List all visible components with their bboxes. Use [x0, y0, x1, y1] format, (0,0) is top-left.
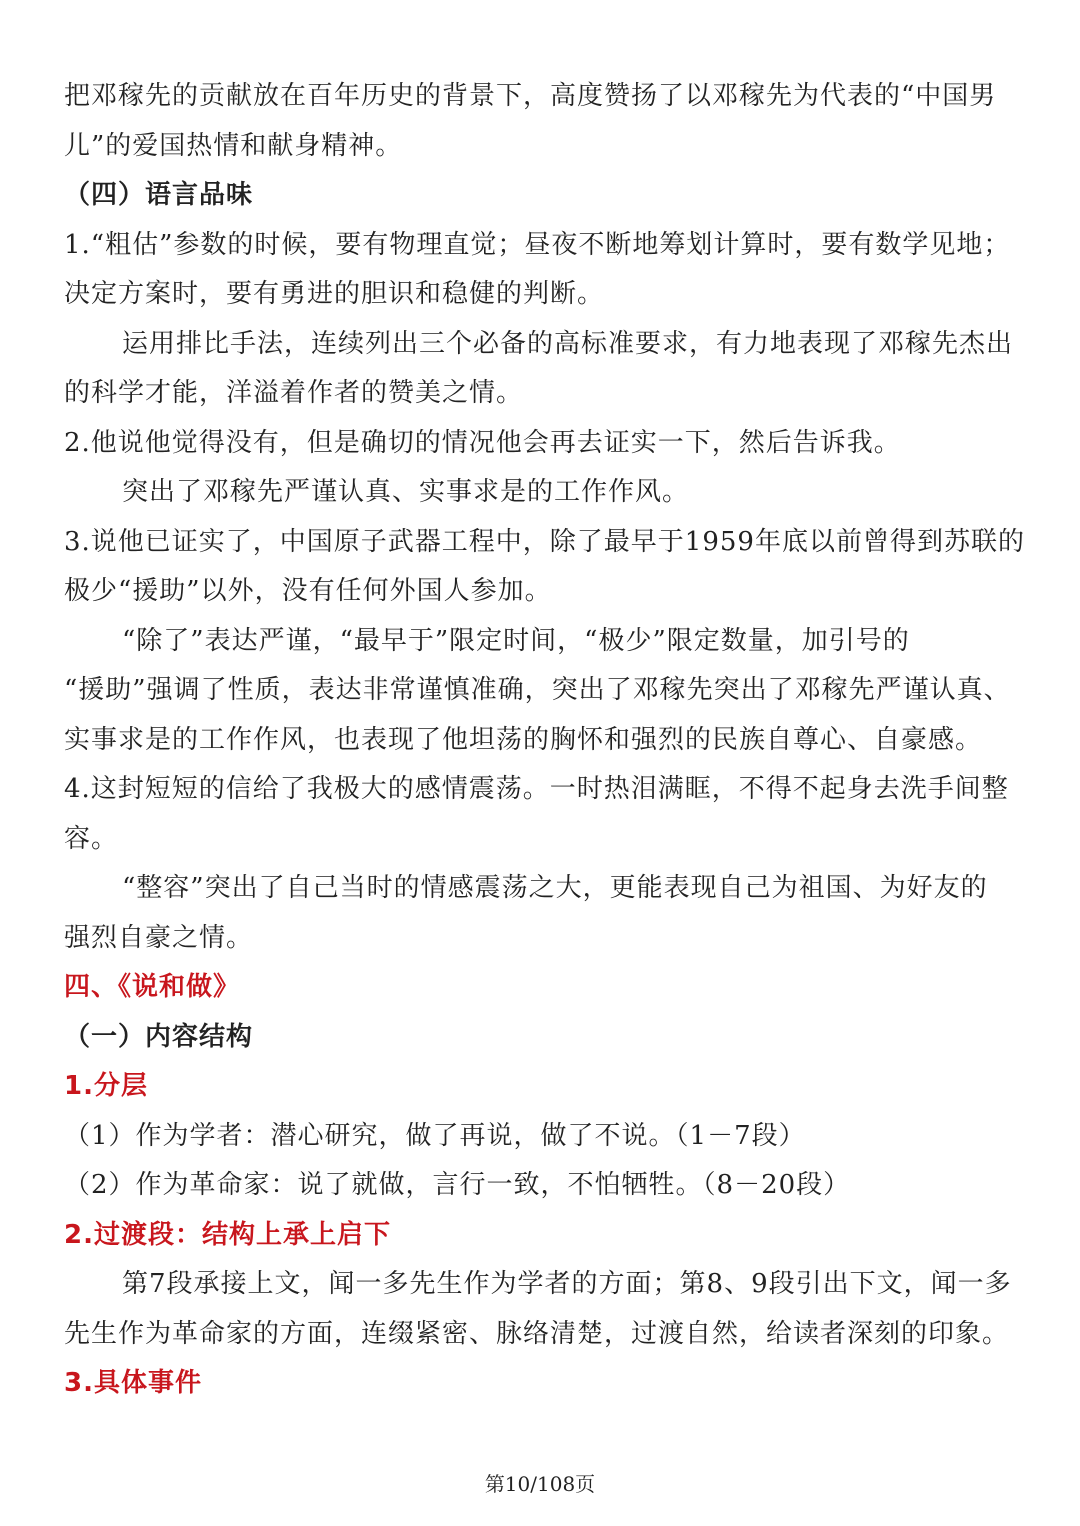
document-body: [64, 72, 1034, 1409]
paragraph-line: 突出了邓稼先严谨认真、实事求是的工作作风。: [122, 477, 690, 507]
paragraph-line: 运用排比手法，连续列出三个必备的高标准要求，有力地表现了邓稼先杰出: [122, 328, 1014, 359]
paragraph-line: 强烈自豪之情。: [64, 922, 254, 953]
paragraph-line: “整容”突出了自己当时的情感震荡之大，更能表现自己为祖国、为好友的: [122, 873, 988, 903]
paragraph-line: 3.说他已证实了，中国原子武器工程中，除了最早于1959年底以前曾得到苏联的: [64, 526, 1025, 557]
page-number: 第10/108页: [484, 1472, 596, 1496]
paragraph-line: 4.这封短短的信给了我极大的感情震荡。一时热泪满眶，不得不起身去洗手间整: [64, 774, 1009, 804]
subsection-heading: 2.过渡段：结构上承上启下: [64, 1219, 391, 1250]
paragraph-line: 决定方案时，要有勇进的胆识和稳健的判断。: [64, 279, 605, 309]
paragraph-line: “援助”强调了性质，表达非常谨慎准确，突出了邓稼先突出了邓稼先严谨认真、: [64, 675, 1011, 705]
paragraph-line: （1）作为学者：潜心研究，做了再说，做了不说。（1－7段）: [64, 1120, 806, 1151]
paragraph-line: 实事求是的工作作风，也表现了他坦荡的胸怀和强烈的民族自尊心、自豪感。: [64, 724, 983, 755]
paragraph-line: 容。: [64, 823, 119, 854]
section-heading: （一）内容结构: [64, 1021, 254, 1052]
paragraph-line: 第7段承接上文，闻一多先生作为学者的方面；第8、9段引出下文，闻一多: [122, 1269, 1012, 1299]
paragraph-line: 把邓稼先的贡献放在百年历史的背景下，高度赞扬了以邓稼先为代表的“中国男: [64, 81, 997, 111]
paragraph-line: “除了”表达严谨，“最早于”限定时间，“极少”限定数量，加引号的: [122, 625, 910, 656]
paragraph-line: 的科学才能，洋溢着作者的赞美之情。: [64, 378, 524, 408]
chapter-heading: 四、《说和做》: [64, 972, 241, 1002]
paragraph-line: 儿”的爱国热情和献身精神。: [64, 130, 403, 161]
subsection-heading: 3.具体事件: [64, 1368, 202, 1398]
paragraph-line: 1.“粗估”参数的时候，要有物理直觉；昼夜不断地筹划计算时，要有数学见地；: [64, 229, 1011, 260]
subsection-heading: 1.分层: [64, 1071, 148, 1101]
paragraph-line: 极少“援助”以外，没有任何外国人参加。: [64, 576, 552, 606]
section-heading: （四）语言品味: [64, 180, 254, 210]
paragraph-line: 2.他说他觉得没有，但是确切的情况他会再去证实一下，然后告诉我。: [64, 427, 901, 458]
paragraph-line: 先生作为革命家的方面，连缀紧密、脉络清楚，过渡自然，给读者深刻的印象。: [64, 1318, 1010, 1349]
paragraph-line: （2）作为革命家：说了就做，言行一致，不怕牺牲。（8－20段）: [64, 1170, 851, 1200]
